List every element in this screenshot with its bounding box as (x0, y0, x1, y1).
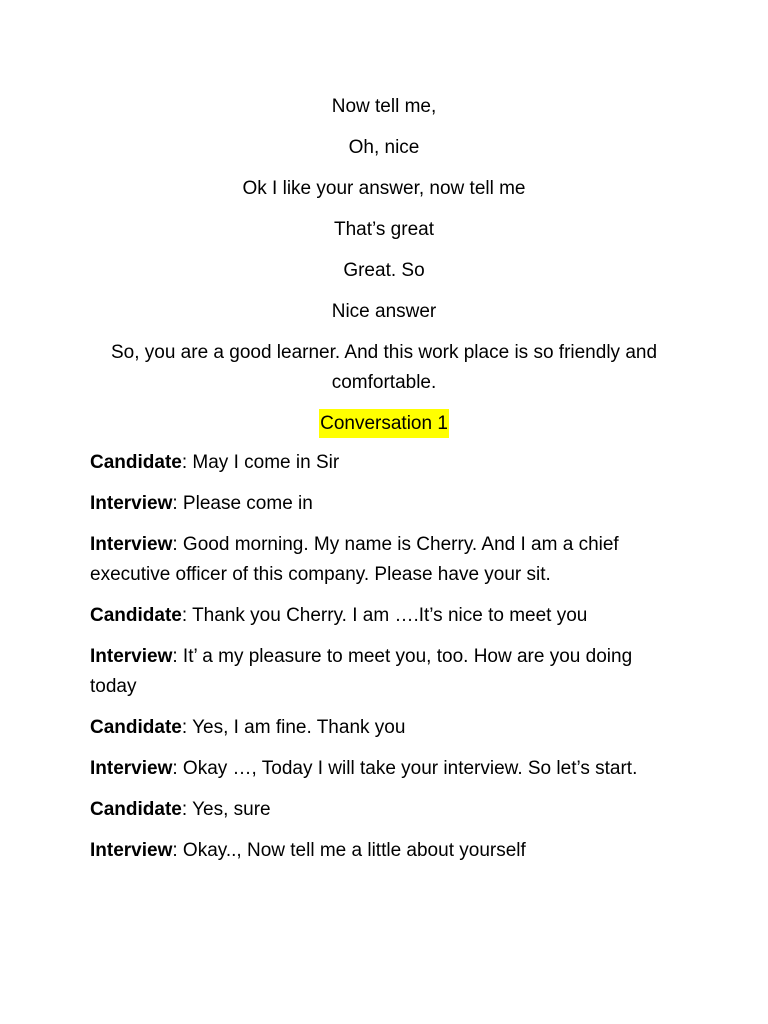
intro-paragraph: So, you are a good learner. And this work place is so friendly and comfortable. (110, 342, 658, 393)
dialogue-text: : Thank you Cherry. I am ….It’s nice to meet you (181, 605, 588, 626)
dialogue-text: : May I come in Sir (181, 452, 340, 473)
dialogue-line (90, 713, 678, 743)
speaker-name: Candidate (90, 452, 182, 473)
dialogue-text: : Okay …, Today I will take your interview. So let’s start. (172, 758, 638, 779)
speaker-name: Candidate (90, 799, 182, 820)
intro-line: Nice answer (331, 301, 437, 322)
document-page (90, 92, 678, 877)
speaker-name: Interview (90, 758, 173, 779)
dialogue-line (90, 836, 678, 866)
intro-line: Ok I like your answer, now tell me (242, 178, 526, 199)
speaker-name: Candidate (90, 717, 182, 738)
dialogue-line (90, 530, 678, 590)
speaker-name: Interview (90, 840, 173, 861)
speaker-name: Interview (90, 534, 173, 555)
section-heading: Conversation 1 (319, 409, 449, 438)
intro-line: Oh, nice (348, 137, 420, 158)
dialogue-text: : Good morning. My name is Cherry. And I am a chief executive officer of this company. Please have your sit. (90, 534, 619, 585)
dialogue-line (90, 601, 678, 631)
dialogue-line (90, 448, 678, 478)
speaker-name: Candidate (90, 605, 182, 626)
dialogue-text: : Please come in (172, 493, 313, 514)
dialogue-line (90, 489, 678, 519)
dialogue-text: : It’ a my pleasure to meet you, too. How are you doing today (90, 646, 633, 697)
dialogue-line (90, 642, 678, 702)
intro-line: Great. So (343, 260, 425, 281)
speaker-name: Interview (90, 493, 173, 514)
dialogue-line (90, 795, 678, 825)
intro-line: That’s great (334, 219, 434, 240)
dialogue-text: : Yes, I am fine. Thank you (181, 717, 406, 738)
dialogue-line (90, 754, 678, 784)
dialogue-text: : Yes, sure (181, 799, 271, 820)
dialogue-text: : Okay.., Now tell me a little about yourself (172, 840, 526, 861)
intro-line: Now tell me, (331, 96, 437, 117)
section-heading-wrap (90, 409, 678, 438)
speaker-name: Interview (90, 646, 173, 667)
